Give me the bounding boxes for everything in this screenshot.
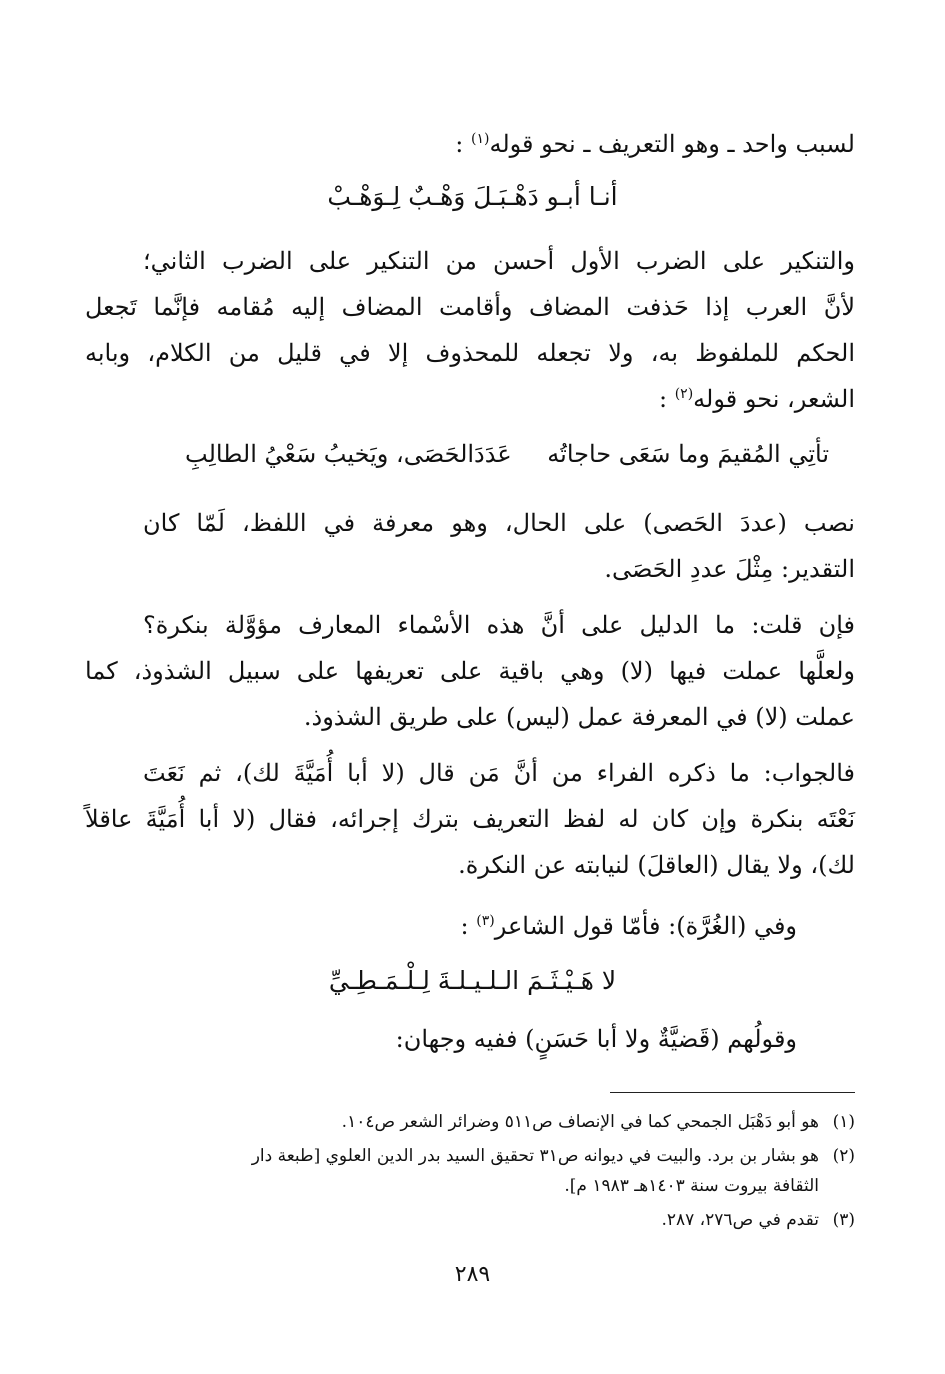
footnote-ref[interactable]: (١) <box>471 131 490 147</box>
verse-line: لا هَـيْـثَـمَ الـلـيـلـةَ لِـلْـمَـطِـيِّ <box>328 966 617 995</box>
text-line: والتنكير على الضرب الأول أحسن من التنكير على الضرب الثاني؛ <box>143 247 855 275</box>
text-line: ولعلَّها عملت فيها (لا) وهي باقية على تعريفها على سبيل الشذوذ، كما <box>85 657 855 685</box>
footnote: (١)هو أبو دَهْبَل الجمحي كما في الإنصاف ص٥١١ وضرائر الشعر ص١٠٤. <box>341 1112 855 1132</box>
footnote-ref[interactable]: (٣) <box>476 913 495 929</box>
text-line: الحكم للملفوظ به، ولا تجعله للمحذوف إلا في قليل من الكلام، وبابه <box>85 339 855 367</box>
text-line: وقولُهم (قَضيَّةٌ ولا أبا حَسَنٍ) ففيه وجهان: <box>395 1025 797 1053</box>
text-line: نصب (عددَ الحَصى) على الحال، وهو معرفة في اللفظ، لَمّا كان <box>143 509 855 537</box>
text-line: لك)، ولا يقال (العاقلَ) لنيابته عن النكرة. <box>458 851 855 879</box>
text-line: وفي (الغُرَّة): فأمّا قول الشاعر$^{(٣)}$ : <box>460 912 797 940</box>
footnote: (٢)هو بشار بن برد. والبيت في ديوانه ص٣١ تحقيق السيد بدر الدين العلوي [طبعة دار <box>251 1146 855 1166</box>
footnote-continuation: الثقافة بيروت سنة ١٤٠٣هـ ١٩٨٣ م]. <box>564 1176 819 1196</box>
text-line: عملت (لا) في المعرفة عمل (ليس) على طريق الشذوذ. <box>303 703 855 731</box>
text-line: فالجواب: ما ذكره الفراء من أنَّ مَن قال (لا أبا أُمَيَّةَ لك)، ثم نَعَتَ <box>143 759 855 787</box>
verse-hemistich-left: عَدَدَالحَصَى، ويَخيبُ سَعْيُ الطالِبِ <box>185 440 512 468</box>
text-line: لأنَّ العرب إذا حَذفت المضاف وأقامت المضاف إليه مُقامه فإنَّما تَجعل <box>85 293 855 321</box>
footnote-ref[interactable]: (٢) <box>674 386 694 402</box>
text-line: نَعْتَه بنكرة وإن كان له لفظ التعريف بترك إجرائه، فقال (لا أبا أُمَيَّةَ عاقلاً <box>85 805 855 833</box>
text-line: لسبب واحد ـ وهو التعريف ـ نحو قوله$^{(١)}$ : <box>455 130 855 158</box>
text-line: فإن قلت: ما الدليل على أنَّ هذه الأسْماء المعارف مؤوَّلة بنكرة؟ <box>143 611 855 639</box>
verse-hemistich-right: تأتِي المُقيمَ وما سَعَى حاجاتُه <box>547 440 829 468</box>
page-number: ٢٨٩ <box>454 1262 491 1287</box>
verse-line: أنـا أبـو دَهْـبَـلَ وَهْـبٌ لِـوَهْـبْ <box>327 182 618 211</box>
footnote-separator <box>610 1092 855 1093</box>
text-line: التقدير: مِثْلَ عددِ الحَصَى. <box>604 555 855 583</box>
footnote: (٣)تقدم في ص٢٧٦، ٢٨٧. <box>661 1210 855 1230</box>
text-line: الشعر، نحو قوله$^{(٢)}$ : <box>658 385 855 413</box>
